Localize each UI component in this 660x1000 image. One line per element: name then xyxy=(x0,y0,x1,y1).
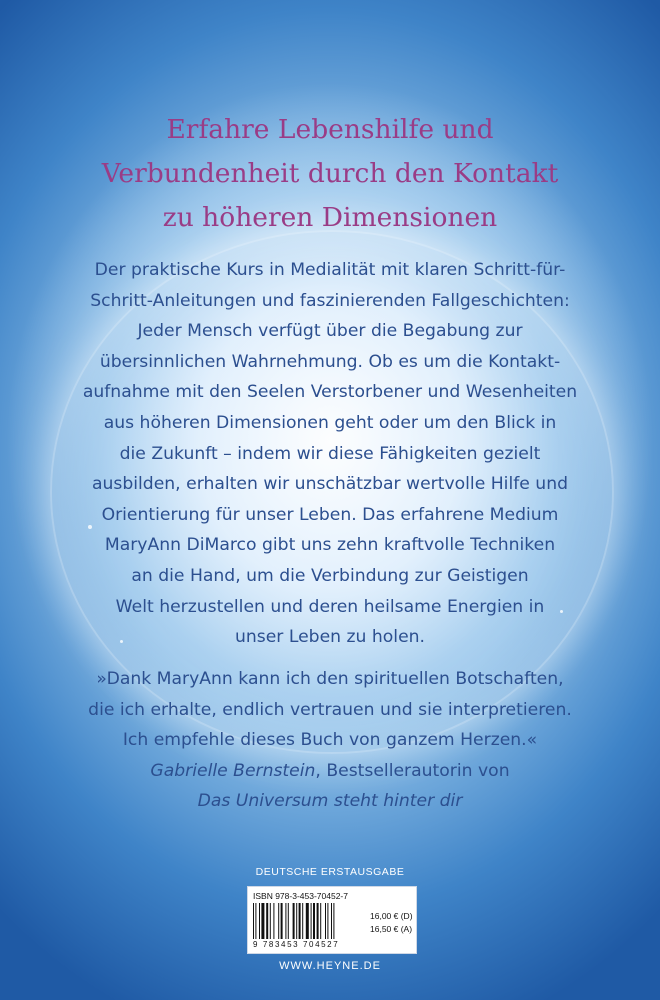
quote-author-role: , Bestsellerautorin von xyxy=(315,760,510,781)
barcode-bar xyxy=(306,903,309,939)
headline-line: Erfahre Lebenshilfe und xyxy=(166,114,494,145)
barcode-bar xyxy=(317,903,319,939)
quote-line: die ich erhalte, endlich vertrauen und sie interpretieren. xyxy=(88,699,572,720)
barcode-bars xyxy=(253,903,367,939)
barcode-bar xyxy=(327,903,328,939)
price-austria: 16,50 € (A) xyxy=(370,924,413,934)
description-line: MaryAnn DiMarco gibt uns zehn kraftvolle Techniken xyxy=(104,535,556,556)
barcode-bar xyxy=(261,903,264,939)
quote-author: Gabrielle Bernstein xyxy=(150,760,316,781)
description-line: unser Leben zu holen. xyxy=(234,627,426,648)
barcode-bar xyxy=(266,903,268,939)
barcode-number: 9 783453 704527 xyxy=(253,940,340,949)
quote-line: »Dank MaryAnn kann ich den spirituellen Botschaften, xyxy=(96,669,564,689)
quote-book-title: Das Universum steht hinter dir xyxy=(197,791,463,812)
barcode-bar xyxy=(259,903,260,939)
barcode-bar xyxy=(333,903,334,939)
barcode-bar xyxy=(278,903,279,939)
barcode-bar xyxy=(255,903,256,939)
edition-label: DEUTSCHE ERSTAUSGABE xyxy=(255,866,405,878)
barcode-bar xyxy=(293,903,295,939)
barcode-bar xyxy=(270,903,271,939)
isbn: ISBN 978-3-453-70452-7 xyxy=(253,891,348,901)
price-germany: 16,00 € (D) xyxy=(370,911,413,921)
barcode-bar xyxy=(313,903,315,939)
quote-attribution xyxy=(60,756,600,787)
description-line: übersinnlichen Wahrnehmung. Ob es um die Kontakt- xyxy=(99,351,561,372)
description-line: die Zukunft – indem wir diese Fähigkeiten gezielt xyxy=(119,443,541,464)
description xyxy=(60,255,600,653)
barcode-bar xyxy=(281,903,283,939)
description-line: Der praktische Kurs in Medialität mit klaren Schritt-für- xyxy=(94,260,566,280)
barcode-label xyxy=(247,886,417,954)
barcode-bar xyxy=(253,903,254,939)
description-line: ausbilden, erhalten wir unschätzbar wertvolle Hilfe und xyxy=(91,474,569,495)
barcode-bar xyxy=(299,903,301,939)
barcode-bar xyxy=(273,903,274,939)
barcode-bar xyxy=(302,903,303,939)
description-line: Schritt-Anleitungen und faszinierenden Fallgeschichten: xyxy=(90,290,570,311)
publisher-website: WWW.HEYNE.DE xyxy=(279,960,381,972)
barcode-bar xyxy=(296,903,297,939)
barcode-bar xyxy=(331,903,332,939)
description-line: aus höheren Dimensionen geht oder um den Blick in xyxy=(103,412,557,433)
description-line: an die Hand, um die Verbindung zur Geistigen xyxy=(131,565,529,586)
headline-line: Verbundenheit durch den Kontakt xyxy=(101,158,559,189)
description-line: Jeder Mensch verfügt über die Begabung zur xyxy=(137,321,523,342)
headline xyxy=(0,108,660,240)
description-line: aufnahme mit den Seelen Verstorbener und Wesenheiten xyxy=(82,382,578,403)
barcode-bar xyxy=(325,903,326,939)
quote-line: Ich empfehle dieses Buch von ganzem Herzen.« xyxy=(122,730,538,751)
headline-line: zu höheren Dimensionen xyxy=(162,202,498,233)
barcode-bar xyxy=(285,903,286,939)
barcode-bar xyxy=(320,903,321,939)
testimonial-quote xyxy=(60,664,600,817)
description-line: Orientierung für unser Leben. Das erfahrene Medium xyxy=(101,504,559,525)
barcode-bar xyxy=(288,903,289,939)
description-line: Welt herzustellen und deren heilsame Energien in xyxy=(115,596,545,617)
barcode-bar xyxy=(311,903,312,939)
